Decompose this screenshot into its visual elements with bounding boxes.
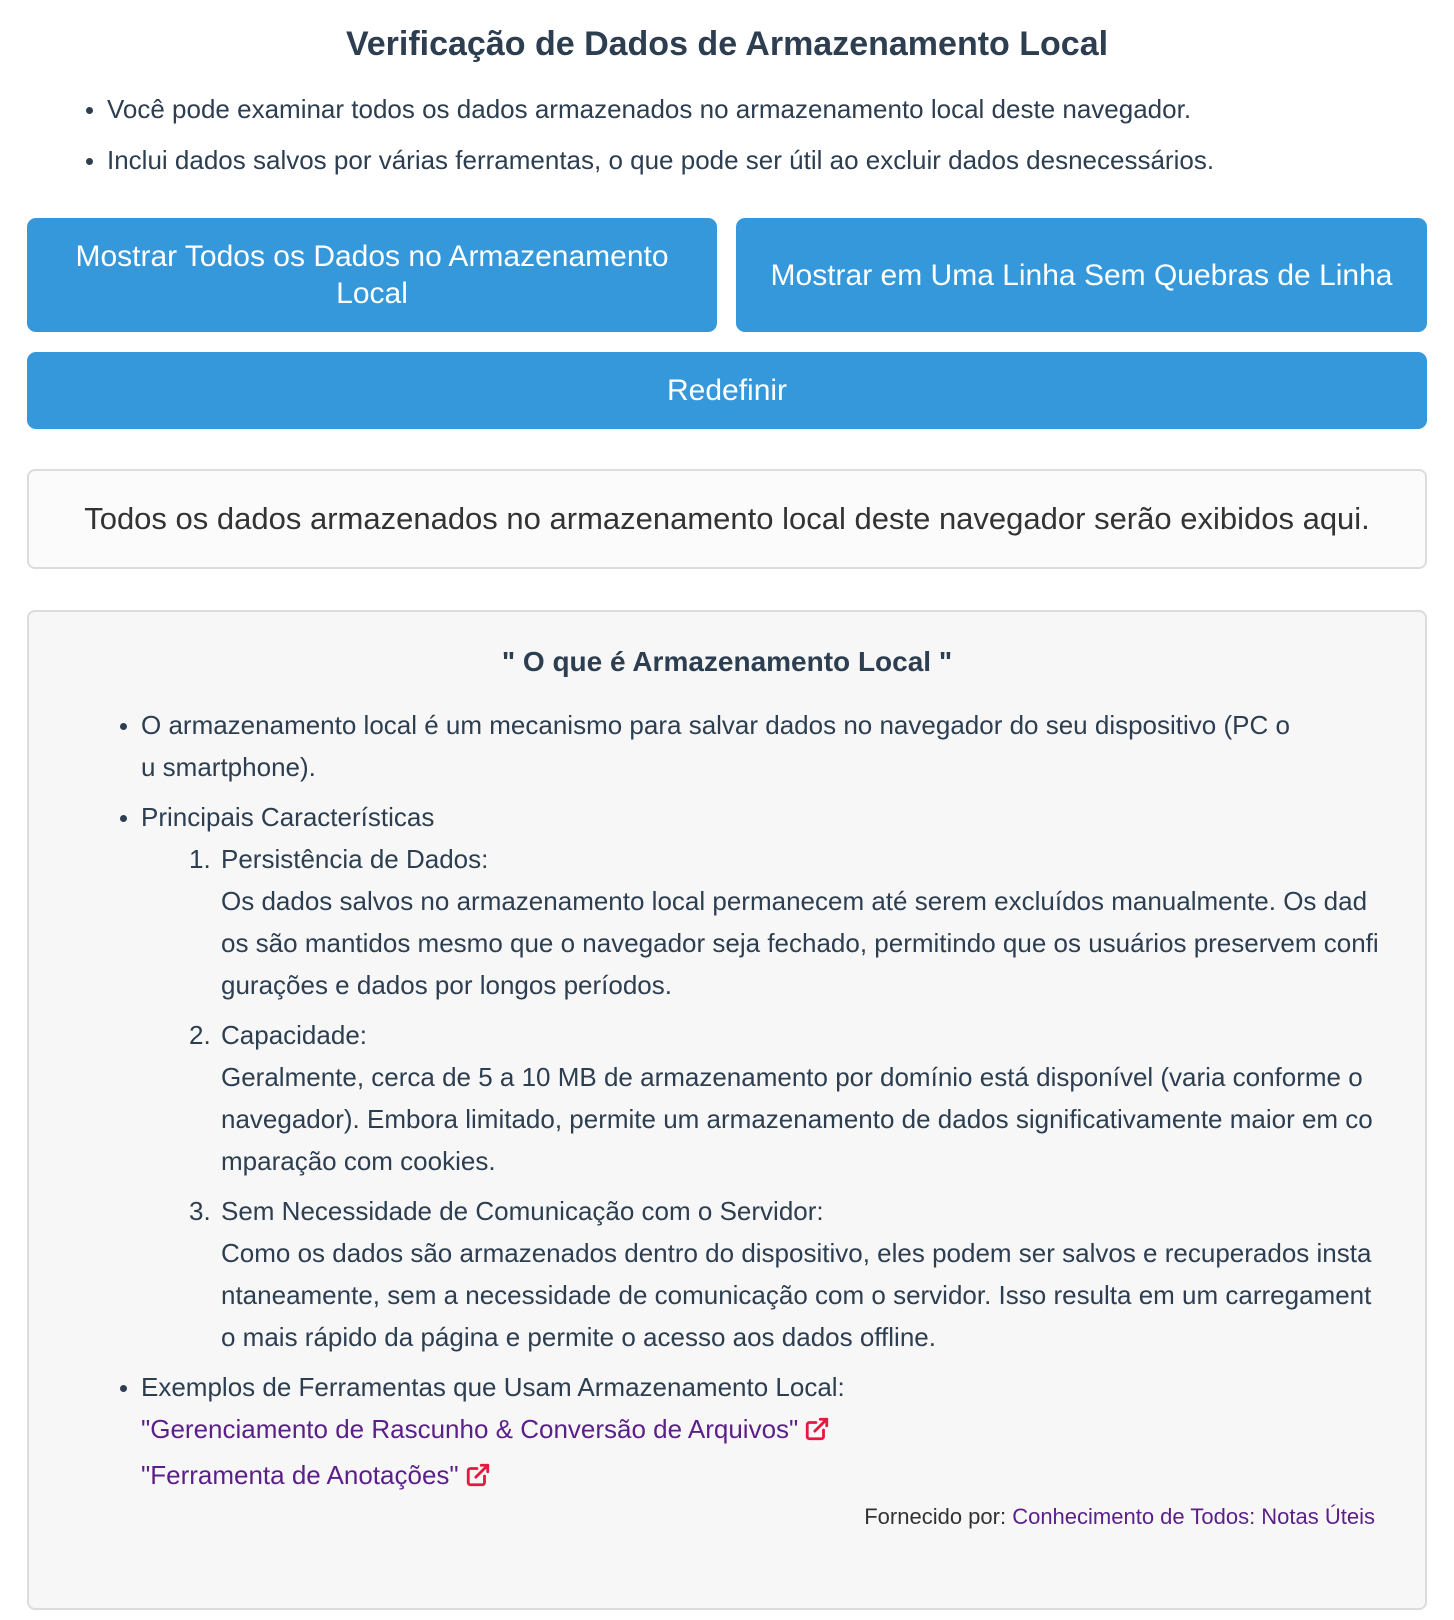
external-link-icon	[804, 1412, 830, 1454]
feature-number: 1.	[189, 844, 211, 874]
feature-text: Como os dados são armazenados dentro do dispositivo, eles podem ser salvos e recuperados instantaneamente, sem a necessidade de comunicação com o servidor. Isso resulta em um carregamento mais rápido da página e permite o acesso aos dados offline.	[221, 1238, 1372, 1352]
feature-item	[189, 1190, 1421, 1358]
definition-item	[141, 704, 1421, 788]
external-link-icon	[465, 1458, 491, 1500]
show-one-line-button[interactable]: Mostrar em Uma Linha Sem Quebras de Linha	[736, 218, 1427, 332]
tool-link-label: "Gerenciamento de Rascunho & Conversão de Arquivos"	[141, 1414, 799, 1444]
output-placeholder: Todos os dados armazenados no armazenamento local deste navegador serão exibidos aqui.	[84, 501, 1370, 536]
intro-item: Você pode examinar todos os dados armazenados no armazenamento local deste navegador.	[107, 92, 1427, 126]
feature-text: Os dados salvos no armazenamento local permanecem até serem excluídos manualmente. Os dados são mantidos mesmo que o navegador seja fechado, permitindo que os usuários preservem configurações e dados por longos períodos.	[221, 886, 1379, 1000]
page-title: Verificação de Dados de Armazenamento Local	[345, 25, 1109, 63]
feature-title: Capacidade:	[221, 1020, 367, 1050]
features-heading: Principais Características	[141, 802, 435, 832]
definition-text: O armazenamento local é um mecanismo para salvar dados no navegador do seu dispositivo (PC ou smartphone).	[141, 710, 1290, 782]
intro-list	[27, 92, 1427, 194]
provider-link[interactable]: Conhecimento de Todos: Notas Úteis	[1012, 1504, 1375, 1529]
info-panel	[27, 610, 1427, 1610]
show-all-data-button[interactable]: Mostrar Todos os Dados no Armazenamento Local	[27, 218, 717, 332]
examples-heading: Exemplos de Ferramentas que Usam Armazenamento Local:	[141, 1372, 845, 1402]
provided-by-label: Fornecido por:	[864, 1504, 1013, 1529]
intro-item: Inclui dados salvos por várias ferramentas, o que pode ser útil ao excluir dados desnecessários.	[107, 143, 1427, 177]
examples-item	[141, 1366, 1421, 1500]
feature-item	[189, 1014, 1421, 1182]
features-item	[141, 796, 1421, 1358]
feature-text: Geralmente, cerca de 5 a 10 MB de armazenamento por domínio está disponível (varia conforme o navegador). Embora limitado, permite um armazenamento de dados significativamente maior em comparação com cookies.	[221, 1062, 1373, 1176]
reset-button[interactable]: Redefinir	[27, 352, 1427, 429]
feature-number: 3.	[189, 1196, 211, 1226]
info-title: " O que é Armazenamento Local "	[501, 646, 953, 677]
feature-title: Persistência de Dados:	[221, 844, 489, 874]
storage-output-area	[27, 469, 1427, 569]
feature-title: Sem Necessidade de Comunicação com o Servidor:	[221, 1196, 824, 1226]
features-list	[141, 838, 1421, 1358]
feature-number: 2.	[189, 1020, 211, 1050]
info-list	[141, 704, 1421, 1508]
tool-link-annotations[interactable]	[141, 1460, 491, 1490]
provided-by	[864, 1502, 1375, 1532]
tool-link-draft-conversion[interactable]	[141, 1414, 830, 1444]
feature-item	[189, 838, 1421, 1006]
tool-link-label: "Ferramenta de Anotações"	[141, 1460, 459, 1490]
